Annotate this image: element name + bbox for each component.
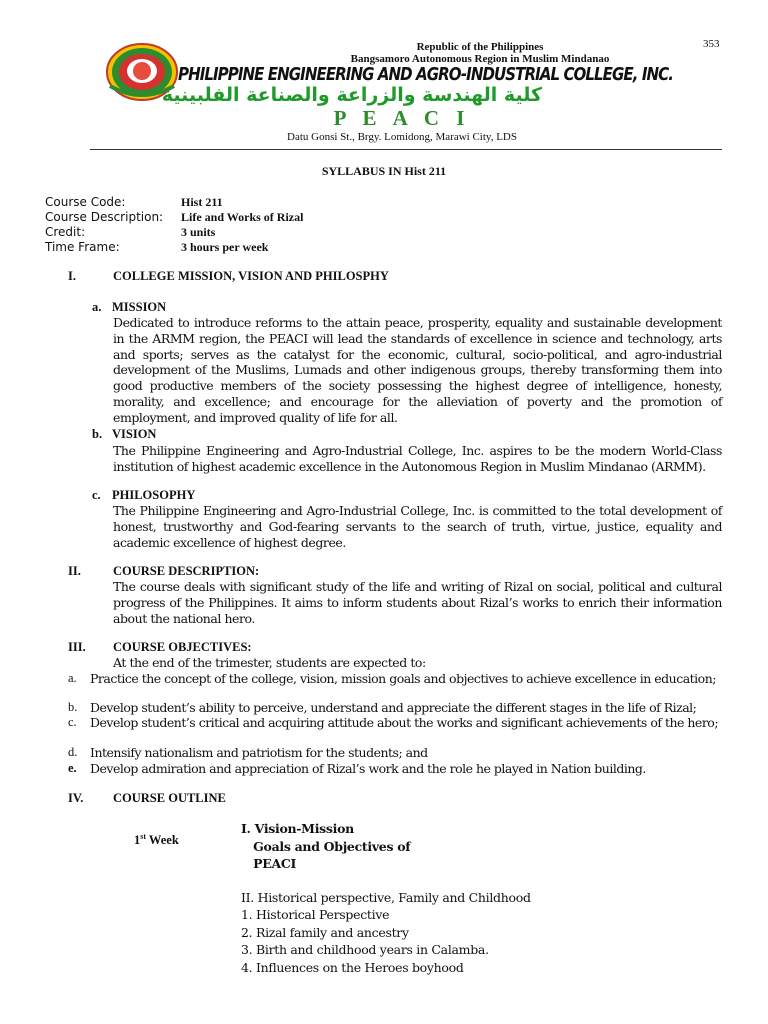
- outline-line-1: I. Vision-Mission: [241, 821, 354, 836]
- course-description-label: Course Description:: [45, 210, 164, 224]
- section-1-title: COLLEGE MISSION, VISION AND PHILOSPHY: [113, 269, 389, 283]
- philosophy-letter: c.: [92, 488, 101, 502]
- credit-label: Credit:: [45, 225, 86, 239]
- course-code-value: Hist 211: [181, 195, 223, 209]
- header-address: Datu Gonsi St., Brgy. Lomidong, Marawi City, LDS: [287, 131, 517, 143]
- mission-heading: MISSION: [112, 300, 167, 314]
- week-label: [134, 832, 179, 848]
- section-4-title: COURSE OUTLINE: [113, 791, 226, 805]
- vision-text: The Philippine Engineering and Agro-Industrial College, Inc. aspires to be the modern World-Class institution of highest academic excellence in the Autonomous Region in Muslim Mindanao (ARMM).: [113, 443, 722, 474]
- section-1-number: I.: [68, 269, 76, 283]
- mission-text: Dedicated to introduce reforms to the attain peace, prosperity, equality and sustainable development in the ARMM region, the PEACI will lead the standards of excellence in science and technology, arts and sports; serves as the catalyst for the economic, cultural, socio-political, and agro-industrial development of the Muslims, Lumads and other indigenous groups, thereby transforming them into good productive members of the society possessing the highest degree of intelligence, honesty, morality, and excellence; and encourage for the alleviation of poverty and the promotion of employment, and improved quality of life for all.: [113, 315, 722, 425]
- objective-d-text: Intensify nationalism and patriotism for the students; and: [90, 745, 428, 760]
- section-3-number: III.: [68, 640, 86, 654]
- section-2-title: COURSE DESCRIPTION:: [113, 564, 260, 578]
- section-4-number: IV.: [68, 791, 84, 805]
- page-number: 353: [703, 38, 720, 50]
- header-acronym: P E A C I: [333, 106, 471, 130]
- objective-c-letter: c.: [68, 715, 77, 729]
- outline-line-2: Goals and Objectives of: [241, 839, 411, 854]
- section-2-number: II.: [68, 564, 81, 578]
- objective-e-letter: e.: [68, 761, 77, 775]
- philosophy-heading: PHILOSOPHY: [112, 488, 196, 502]
- objective-a-text: Practice the concept of the college, vision, mission goals and objectives to achieve excellence in education;: [90, 671, 716, 686]
- time-frame-label: Time Frame:: [45, 240, 120, 254]
- credit-value: 3 units: [181, 225, 216, 239]
- header-divider: [90, 149, 722, 150]
- outline-line-6: 2. Rizal family and ancestry: [241, 925, 409, 940]
- outline-line-5: 1. Historical Perspective: [241, 907, 390, 922]
- objectives-intro: At the end of the trimester, students are expected to:: [113, 655, 426, 670]
- mission-letter: a.: [92, 300, 102, 314]
- course-code-label: Course Code:: [45, 195, 126, 209]
- outline-line-3: PEACI: [241, 856, 297, 871]
- outline-line-8: 4. Influences on the Heroes boyhood: [241, 960, 464, 975]
- week-word: Week: [146, 833, 179, 848]
- objective-d-letter: d.: [68, 745, 78, 759]
- philosophy-text: The Philippine Engineering and Agro-Industrial College, Inc. is committed to the total development of honest, trustworthy and God-fearing servants to the search of truth, virtue, justice, equality and academic excellence of highest degree.: [113, 503, 722, 550]
- week-ordinal-suffix: st: [140, 832, 147, 841]
- time-frame-value: 3 hours per week: [181, 240, 269, 254]
- header-college-name: PHILIPPINE ENGINEERING AND AGRO-INDUSTRIAL COLLEGE, INC.: [178, 65, 673, 85]
- objective-b-letter: b.: [68, 700, 78, 714]
- document-title: SYLLABUS IN Hist 211: [321, 164, 447, 178]
- header-region: Bangsamoro Autonomous Region in Muslim Mindanao: [350, 53, 610, 65]
- header-college-name-arabic: كلية الهندسة والزراعة والصناعة الفلبينية: [161, 84, 542, 106]
- section-3-title: COURSE OBJECTIVES:: [113, 640, 252, 654]
- outline-line-7: 3. Birth and childhood years in Calamba.: [241, 942, 489, 957]
- header-republic: Republic of the Philippines: [416, 41, 544, 53]
- week-number: 1: [134, 833, 141, 848]
- course-description-text: The course deals with significant study of the life and writing of Rizal on social, political and cultural progress of the Philippines. It aims to inform students about Rizal’s works to enrich their information about the national hero.: [113, 579, 722, 626]
- objective-e-text: Develop admiration and appreciation of Rizal’s work and the role he played in Nation building.: [90, 761, 646, 776]
- objective-a-letter: a.: [68, 671, 77, 685]
- vision-letter: b.: [92, 427, 103, 441]
- objective-c-text: Develop student’s critical and acquiring attitude about the works and significant achievements of the hero;: [90, 715, 719, 730]
- objective-b-text: Develop student’s ability to perceive, understand and appreciate the different stages in the life of Rizal;: [90, 700, 697, 715]
- vision-heading: VISION: [112, 427, 157, 441]
- course-description-value: Life and Works of Rizal: [181, 210, 304, 224]
- outline-line-4: II. Historical perspective, Family and Childhood: [241, 890, 531, 905]
